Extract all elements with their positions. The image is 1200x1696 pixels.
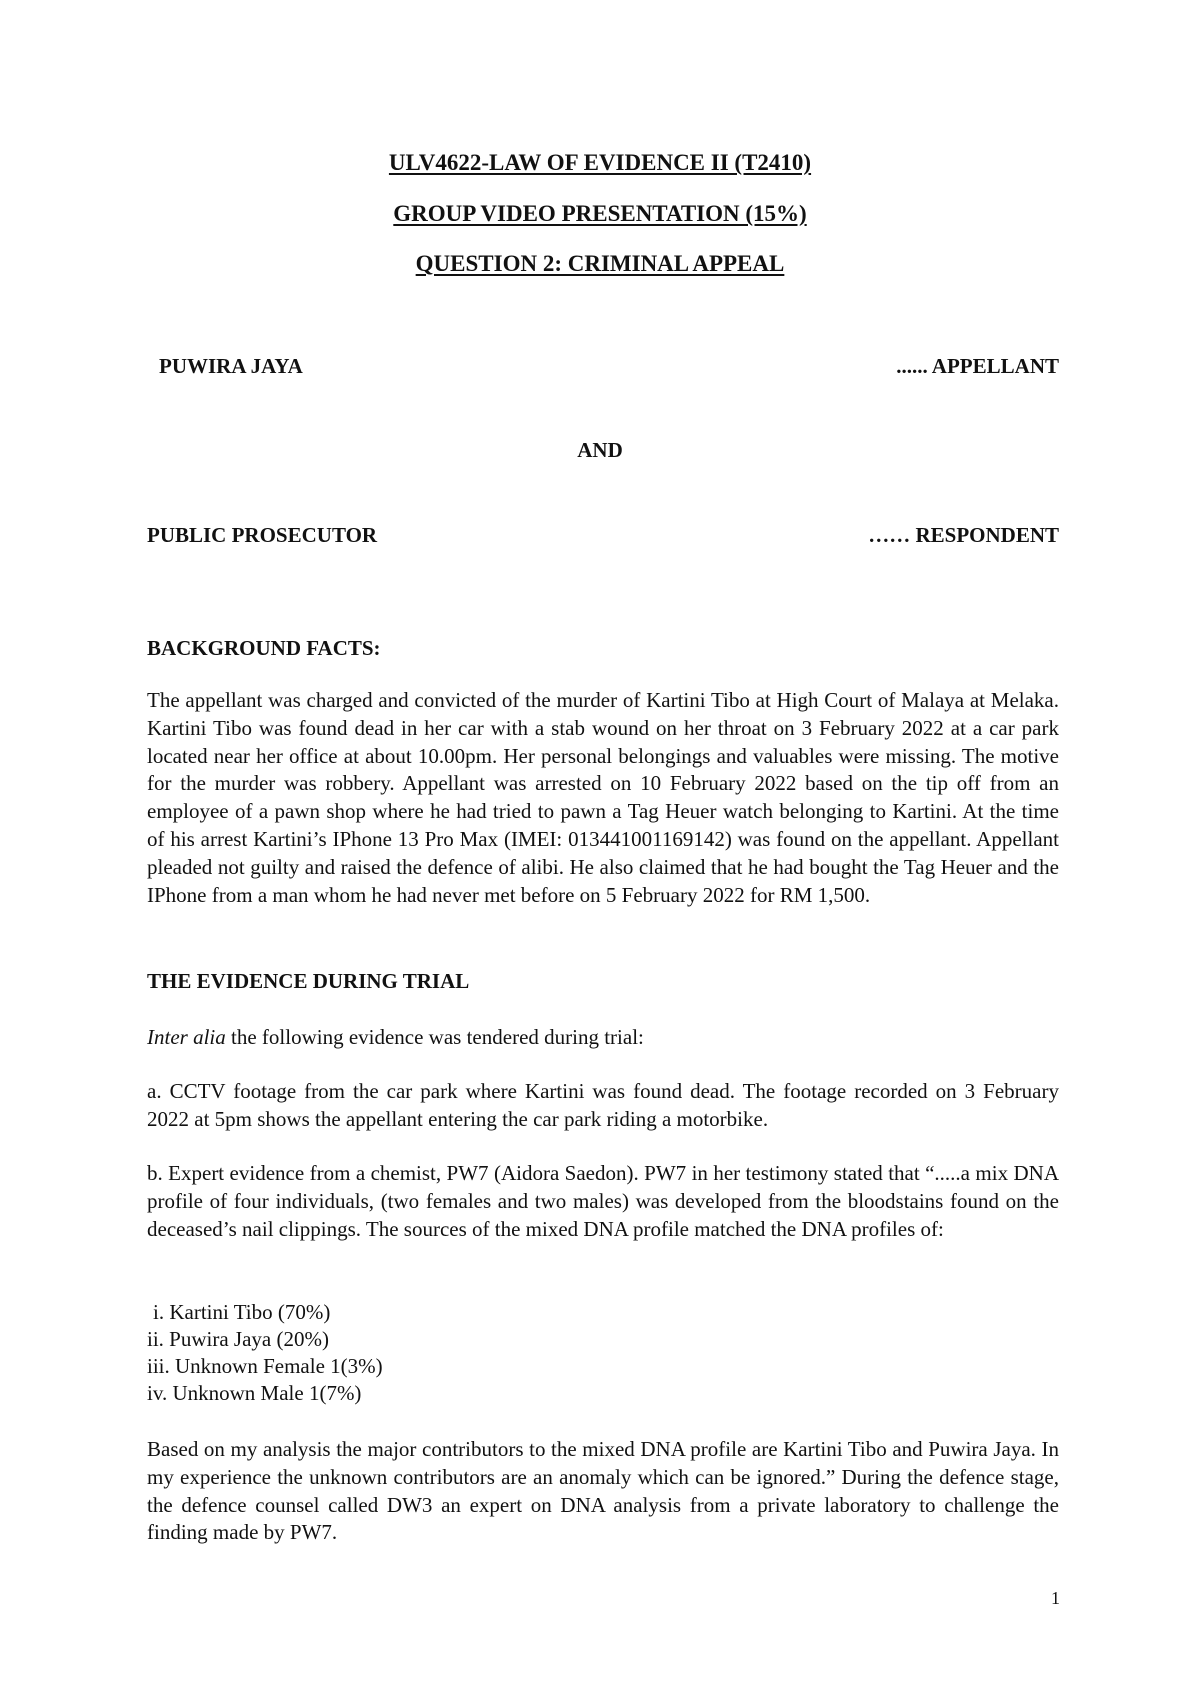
evidence-intro <box>147 1024 1059 1052</box>
list-item: iv. Unknown Male 1(7%) <box>147 1381 362 1405</box>
respondent-role: …… RESPONDENT <box>868 523 1059 547</box>
respondent-name: PUBLIC PROSECUTOR <box>147 523 378 547</box>
page-number: 1 <box>1051 1588 1060 1608</box>
evidence-heading: THE EVIDENCE DURING TRIAL <box>147 969 470 993</box>
question-title: QUESTION 2: CRIMINAL APPEAL <box>415 251 785 276</box>
evidence-item-a: a. CCTV footage from the car park where Kartini was found dead. The footage recorded on 3 February 2022 at 5pm shows the appellant entering the car park riding a motorbike. <box>147 1079 1059 1131</box>
list-item: iii. Unknown Female 1(3%) <box>147 1354 383 1378</box>
assignment-title: GROUP VIDEO PRESENTATION (15%) <box>393 201 807 226</box>
evidence-item-b: b. Expert evidence from a chemist, PW7 (Aidora Saedon). PW7 in her testimony stated that “.....a mix DNA profile of four individuals, (two females and two males) was developed from the bloodstains found on the deceased’s nail clippings. The sources of the mixed DNA profile matched the DNA profiles of: <box>147 1161 1059 1241</box>
conjunction: AND <box>577 438 623 462</box>
background-paragraph: The appellant was charged and convicted of the murder of Kartini Tibo at High Court of Malaya at Melaka. Kartini Tibo was found dead in her car with a stab wound on her throat on 3 February 2022 at a car park located near her office at about 10.00pm. Her personal belongings and valuables were missing. The motive for the murder was robbery. Appellant was arrested on 10 February 2022 based on the tip off from an employee of a pawn shop where he had tried to pawn a Tag Heuer watch belonging to Kartini. At the time of his arrest Kartini’s IPhone 13 Pro Max (IMEI: 013441001169142) was found on the appellant. Appellant pleaded not guilty and raised the defence of alibi. He also claimed that he had bought the Tag Heuer and the IPhone from a man whom he had never met before on 5 February 2022 for RM 1,500. <box>147 688 1059 907</box>
list-item: ii. Puwira Jaya (20%) <box>147 1327 329 1351</box>
appellant-role: ...... APPELLANT <box>896 354 1059 378</box>
course-title: ULV4622-LAW OF EVIDENCE II (T2410) <box>388 150 812 175</box>
evidence-intro-text: the following evidence was tendered during trial: <box>225 1025 644 1049</box>
evidence-intro-italic: Inter alia <box>147 1025 226 1049</box>
background-heading: BACKGROUND FACTS: <box>147 636 381 660</box>
appellant-name: PUWIRA JAYA <box>159 354 303 378</box>
evidence-conclusion: Based on my analysis the major contributors to the mixed DNA profile are Kartini Tibo and Puwira Jaya. In my experience the unknown contributors are an anomaly which can be ignored.” During the defence stage, the defence counsel called DW3 an expert on DNA analysis from a private laboratory to challenge the finding made by PW7. <box>147 1437 1059 1545</box>
list-item: i. Kartini Tibo (70%) <box>153 1300 331 1324</box>
dna-profile-list <box>147 1299 383 1407</box>
